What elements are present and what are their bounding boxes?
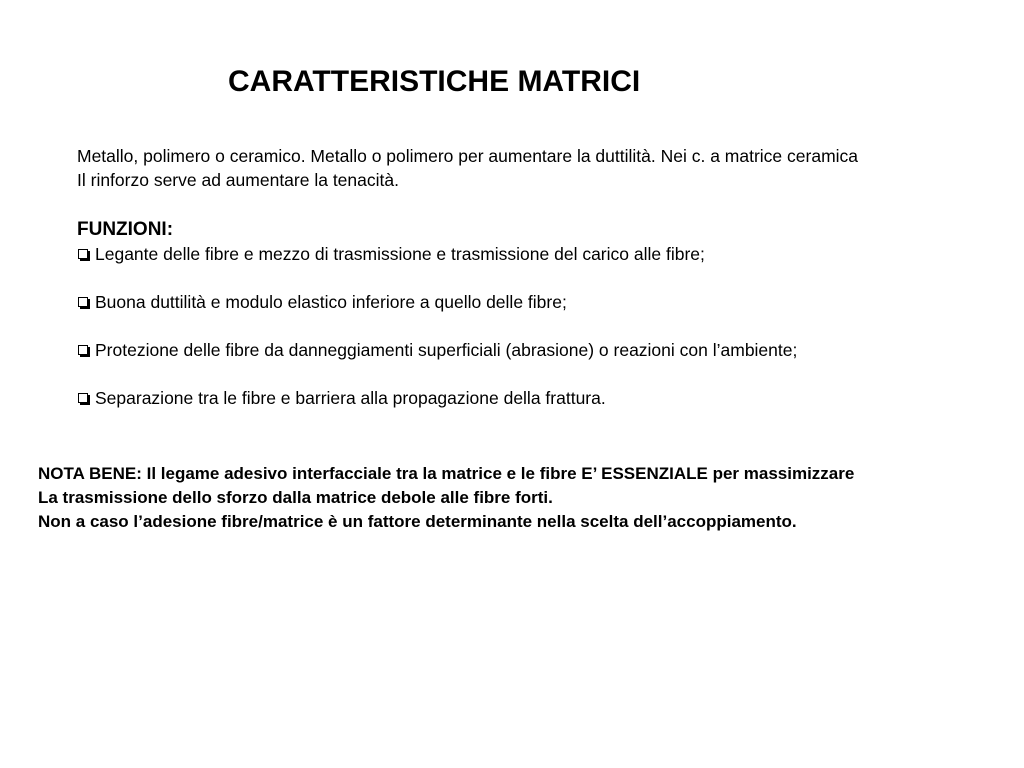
intro-line-1: Metallo, polimero o ceramico. Metallo o polimero per aumentare la duttilità. Nei c. a matrice ceramica bbox=[77, 146, 859, 166]
nota-bene-block bbox=[38, 462, 854, 534]
funzioni-heading: FUNZIONI: bbox=[77, 219, 174, 240]
checkbox-bullet-icon bbox=[78, 297, 88, 307]
checkbox-bullet-icon bbox=[78, 393, 88, 403]
checkbox-bullet-icon bbox=[78, 249, 88, 259]
list-item-text: Legante delle fibre e mezzo di trasmissione e trasmissione del carico alle fibre; bbox=[95, 244, 705, 264]
intro-line-2: Il rinforzo serve ad aumentare la tenacità. bbox=[77, 170, 399, 190]
list-item-text: Separazione tra le fibre e barriera alla propagazione della frattura. bbox=[95, 388, 606, 408]
list-item bbox=[77, 386, 797, 410]
intro-paragraph bbox=[77, 144, 858, 192]
nota-line-3: Non a caso l’adesione fibre/matrice è un fattore determinante nella scelta dell’accoppiamento. bbox=[38, 512, 797, 531]
list-item bbox=[77, 338, 797, 362]
list-item-text: Buona duttilità e modulo elastico inferiore a quello delle fibre; bbox=[95, 292, 567, 312]
funzioni-list bbox=[77, 242, 797, 434]
slide-title: CARATTERISTICHE MATRICI bbox=[228, 65, 641, 98]
checkbox-bullet-icon bbox=[78, 345, 88, 355]
list-item bbox=[77, 290, 797, 314]
list-item-text: Protezione delle fibre da danneggiamenti superficiali (abrasione) o reazioni con l’ambiente; bbox=[95, 340, 798, 360]
nota-line-1: NOTA BENE: Il legame adesivo interfacciale tra la matrice e le fibre E’ ESSENZIALE per massimizzare bbox=[38, 464, 855, 483]
nota-line-2: La trasmissione dello sforzo dalla matrice debole alle fibre forti. bbox=[38, 488, 553, 507]
list-item bbox=[77, 242, 797, 266]
